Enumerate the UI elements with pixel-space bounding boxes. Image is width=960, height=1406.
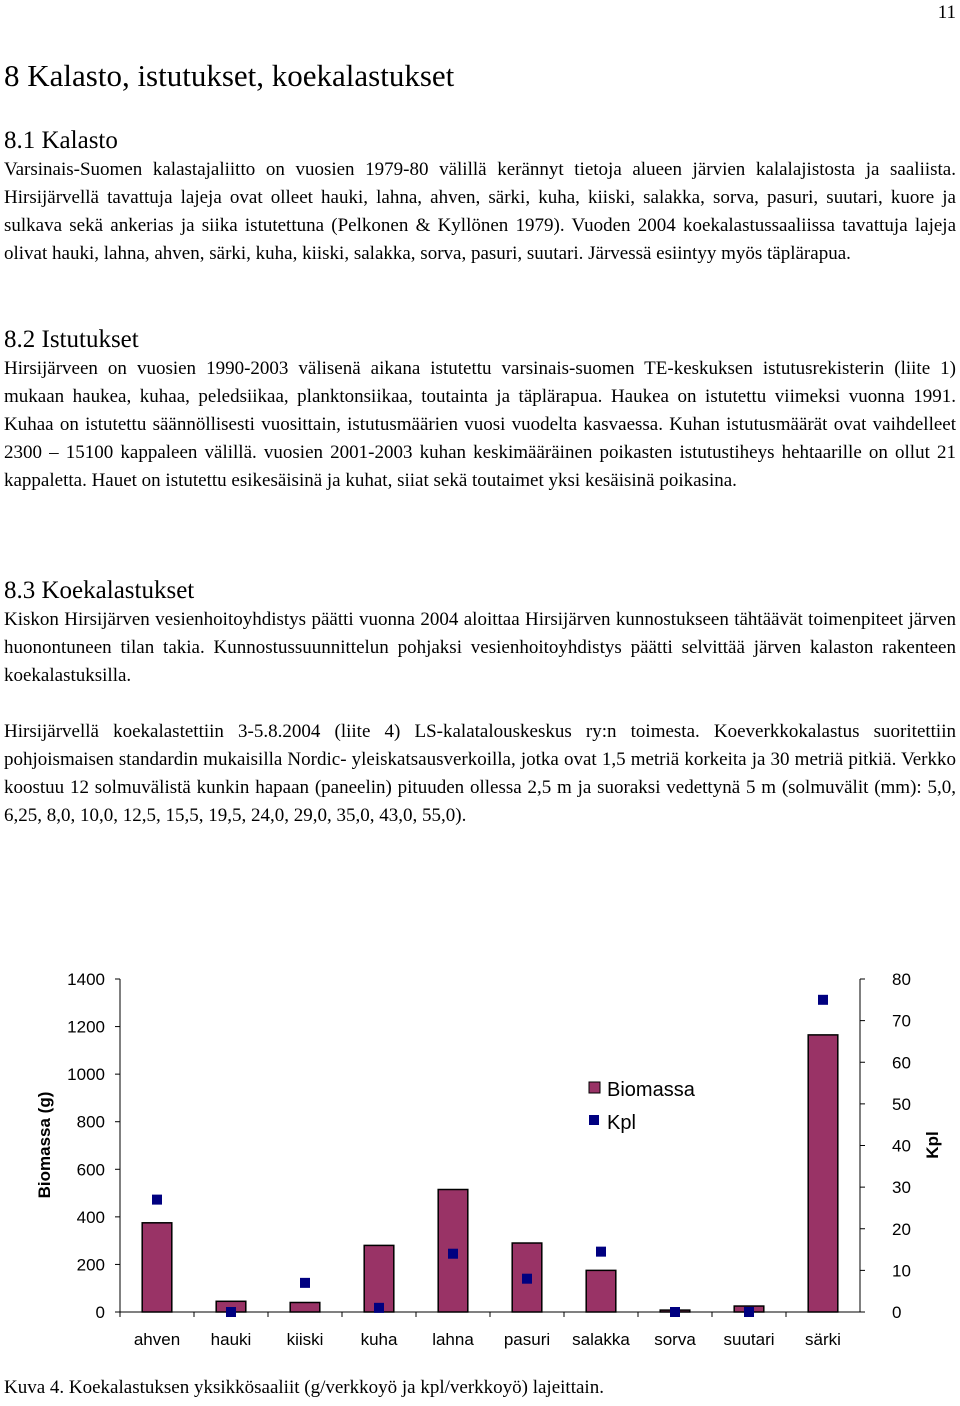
y-tick-label: 400 bbox=[76, 1207, 105, 1227]
y-tick-label: 1200 bbox=[67, 1017, 105, 1037]
marker-kpl bbox=[374, 1303, 384, 1313]
marker-kpl bbox=[152, 1195, 162, 1205]
section-title: 8.1 Kalasto bbox=[4, 127, 118, 154]
chart-svg bbox=[0, 955, 960, 1375]
y-tick-label: 800 bbox=[76, 1112, 105, 1132]
x-tick-label: särki bbox=[805, 1330, 841, 1349]
section-paragraph: Kiskon Hirsijärven vesienhoitoyhdistys päätti vuonna 2004 aloittaa Hirsijärven kunnostukseen tähtäävät toimenpiteet järven huonontuneen tilan takia. Kunnostussuunnittelun pohjaksi vesienhoitoyhdistys päätti selvittää järven kalaston rakenteen koekalastuksilla. bbox=[4, 609, 956, 686]
legend-swatch-kpl bbox=[589, 1115, 599, 1125]
marker-kpl bbox=[448, 1249, 458, 1259]
x-tick-label: hauki bbox=[210, 1330, 252, 1349]
legend-label-kpl: Kpl bbox=[607, 1112, 636, 1134]
legend-label-biomassa: Biomassa bbox=[607, 1079, 695, 1101]
marker-kpl bbox=[300, 1278, 310, 1288]
y-tick-label: 600 bbox=[76, 1160, 105, 1180]
section-title: 8.2 Istutukset bbox=[4, 326, 139, 353]
y-tick-label: 1400 bbox=[67, 970, 105, 989]
bar-biomassa bbox=[808, 1035, 838, 1312]
section-paragraph: Hirsijärveen on vuosien 1990-2003 välisenä aikana istutettu varsinais-suomen TE-keskuksen istutusrekisterin (liite 1) mukaan haukea, kuhaa, peledsiikaa, planktonsiikaa, toutainta ja täplärapua. Haukea on istutettu viimeksi vuonna 1991. Kuhaa on istutettu säännöllisesti vuosittain, istutusmäärien vuosi vuodelta kasvaessa. Kuhan istutusmäärät ovat vaihdelleet 2300 – 15100 kappaleen välillä. vuosien 2001-2003 kuhan keskimääräinen poikasten istutustiheys hehtaarille on ollut 21 kappaletta. Hauet on istutettu esikesäisinä ja kuhat, siiat sekä toutaimet yksi kesäisinä poikasina. bbox=[4, 358, 956, 491]
y2-tick-label: 50 bbox=[892, 1094, 911, 1114]
y2-tick-label: 20 bbox=[892, 1219, 911, 1239]
bar-biomassa bbox=[290, 1302, 320, 1312]
biomass-chart bbox=[0, 955, 960, 1375]
y2-tick-label: 30 bbox=[892, 1178, 911, 1198]
marker-kpl bbox=[596, 1247, 606, 1257]
marker-kpl bbox=[670, 1307, 680, 1317]
y2-tick-label: 0 bbox=[892, 1303, 902, 1322]
marker-kpl bbox=[818, 995, 828, 1005]
marker-kpl bbox=[226, 1307, 236, 1317]
legend-swatch-biomassa bbox=[589, 1082, 600, 1093]
y2-tick-label: 80 bbox=[892, 970, 911, 989]
x-tick-label: salakka bbox=[572, 1330, 630, 1349]
page-heading: 8 Kalasto, istutukset, koekalastukset bbox=[4, 58, 455, 93]
section-paragraph: Hirsijärvellä koekalastettiin 3-5.8.2004 (liite 4) LS-kalatalouskeskus ry:n toimesta. Koeverkkokalastus suoritettiin pohjoismaisen standardin mukaisilla Nordic- yleiskatsausverkoilla, jotka ovat 1,5 metriä korkeita ja 30 metriä pitkiä. Verkko koostuu 12 solmuvälistä kunkin hapaan (paneelin) pituuden ollessa 2,5 m ja suoraksi vedettynä 5 m (solmuvälit (mm): 5,0, 6,25, 8,0, 10,0, 12,5, 15,5, 19,5, 24,0, 29,0, 35,0, 43,0, 55,0). bbox=[4, 721, 956, 826]
y-axis-title: Biomassa (g) bbox=[35, 1091, 54, 1199]
y2-tick-label: 60 bbox=[892, 1053, 911, 1073]
y-tick-label: 200 bbox=[76, 1255, 105, 1275]
section-kalasto bbox=[4, 126, 956, 268]
section-paragraph: Varsinais-Suomen kalastajaliitto on vuosien 1979-80 välillä kerännyt tietoja alueen järvien kalalajistosta ja saaliista. Hirsijärvellä tavattuja lajeja ovat olleet hauki, lahna, ahven, särki, kuha, kiiski, salakka, sorva, pasuri, suutari, kuore ja sulkava sekä ankerias ja siika istutettuna (Pelkonen & Kyllönen 1979). Vuoden 2004 koekalastussaaliissa tavattuja lajeja olivat hauki, lahna, ahven, särki, kuha, kiiski, salakka, sorva, pasuri, suutari. Järvessä esiintyy myös täplärapua. bbox=[4, 159, 956, 264]
marker-kpl bbox=[744, 1307, 754, 1317]
page-number: 11 bbox=[937, 2, 956, 23]
y2-tick-label: 40 bbox=[892, 1136, 911, 1156]
section-istutukset bbox=[4, 325, 956, 495]
y-tick-label: 0 bbox=[95, 1303, 105, 1322]
x-tick-label: kiiski bbox=[286, 1330, 324, 1349]
figure-caption: Kuva 4. Koekalastuksen yksikkösaaliit (g/verkkoyö ja kpl/verkkoyö) lajeittain. bbox=[4, 1377, 604, 1398]
section-koekalastukset bbox=[4, 576, 956, 830]
y2-tick-label: 70 bbox=[892, 1011, 911, 1031]
x-tick-label: ahven bbox=[133, 1330, 181, 1349]
x-tick-label: lahna bbox=[432, 1330, 474, 1349]
y2-axis-title: Kpl bbox=[923, 1131, 942, 1159]
marker-kpl bbox=[522, 1274, 532, 1284]
section-title: 8.3 Koekalastukset bbox=[4, 577, 195, 604]
bar-biomassa bbox=[142, 1223, 172, 1312]
x-tick-label: sorva bbox=[654, 1330, 696, 1349]
bar-biomassa bbox=[364, 1245, 394, 1312]
x-tick-label: suutari bbox=[723, 1330, 775, 1349]
y-tick-label: 1000 bbox=[67, 1065, 105, 1085]
x-tick-label: kuha bbox=[360, 1330, 398, 1349]
y2-tick-label: 10 bbox=[892, 1261, 911, 1281]
x-tick-label: pasuri bbox=[503, 1330, 551, 1349]
bar-biomassa bbox=[586, 1270, 616, 1312]
